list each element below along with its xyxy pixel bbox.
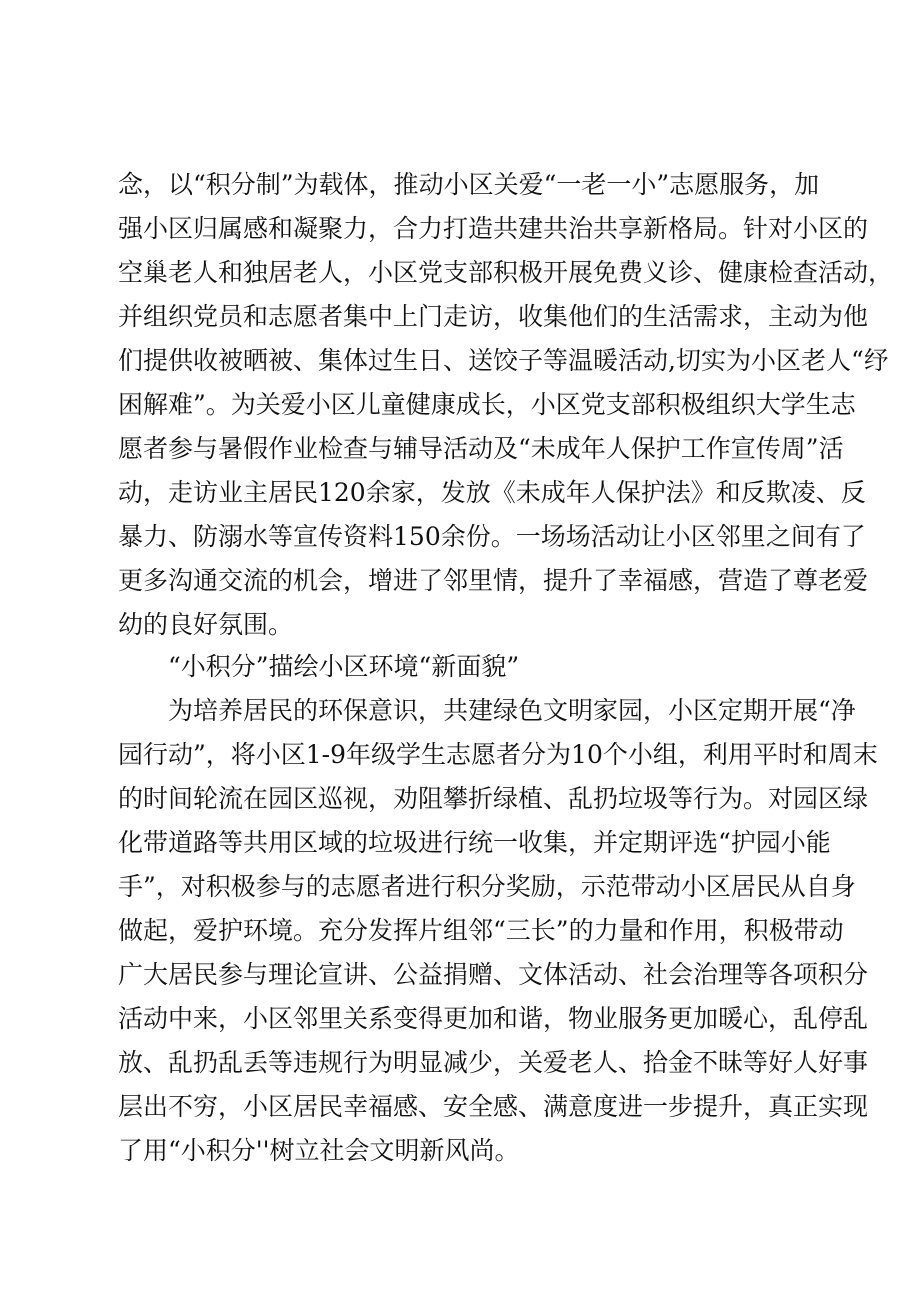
paragraph-2-line: 手”，对积极参与的志愿者进行积分奖励，示范带动小区居民从自身 [118,872,856,901]
paragraph-1-line: 暴力、防溺水等宣传资料150余份。一场场活动让小区邻里之间有了 [118,522,866,551]
paragraph-1-line: 念，以“积分制”为载体，推动小区关爱“一老一小”志愿服务，加 [118,170,820,199]
paragraph-2-line: 化带道路等共用区域的垃圾进行统一收集，并定期评选“护园小能 [118,828,831,857]
paragraph-1-line: 更多沟通交流的机会，增进了邻里情，提升了幸福感，营造了尊老爱 [118,566,869,595]
paragraph-1-line: 空巢老人和独居老人，小区党支部积极开展免费义诊、健康检查活动， [118,258,894,287]
paragraph-2-line: 的时间轮流在园区巡视，劝阻攀折绿植、乱扔垃圾等行为。对园区绿 [118,784,869,813]
paragraph-2-line: 活动中来，小区邻里关系变得更加和谐，物业服务更加暖心，乱停乱 [118,1004,869,1033]
paragraph-1-line: 困解难”。为关爱小区儿童健康成长，小区党支部积极组织大学生志 [118,390,856,419]
paragraph-2-line: 放、乱扔乱丢等违规行为明显减少，关爱老人、拾金不昧等好人好事 [118,1048,869,1077]
paragraph-2-line: 了用“小积分''树立社会文明新风尚。 [118,1136,520,1165]
paragraph-1-line: 们提供收被晒被、集体过生日、送饺子等温暖活动,切实为小区老人“纾 [118,346,889,375]
paragraph-2-line: 广大居民参与理论宣讲、公益捐赠、文体活动、社会治理等各项积分 [118,960,869,989]
paragraph-2-line: 园行动”，将小区1-9年级学生志愿者分为10个小组，利用平时和周末 [118,740,878,769]
paragraph-1-line: 幼的良好氛围。 [118,610,294,639]
section-heading: “小积分”描绘小区环境“新面貌” [168,652,520,681]
paragraph-1-line: 动，走访业主居民120余家，发放《未成年人保护法》和反欺凌、反 [118,478,866,507]
paragraph-1-line: 并组织党员和志愿者集中上门走访，收集他们的生活需求，主动为他 [118,302,869,331]
paragraph-1-line: 强小区归属感和凝聚力，合力打造共建共治共享新格局。针对小区的 [118,214,869,243]
paragraph-2-line: 层出不穷，小区居民幸福感、安全感、满意度进一步提升，真正实现 [118,1092,869,1121]
paragraph-1-line: 愿者参与暑假作业检查与辅导活动及“未成年人保护工作宣传周”活 [118,434,844,463]
paragraph-2-line: 做起，爱护环境。充分发挥片组邻“三长”的力量和作用，积极带动 [118,916,844,945]
paragraph-2-line: 为培养居民的环保意识，共建绿色文明家园，小区定期开展“净 [168,696,856,725]
